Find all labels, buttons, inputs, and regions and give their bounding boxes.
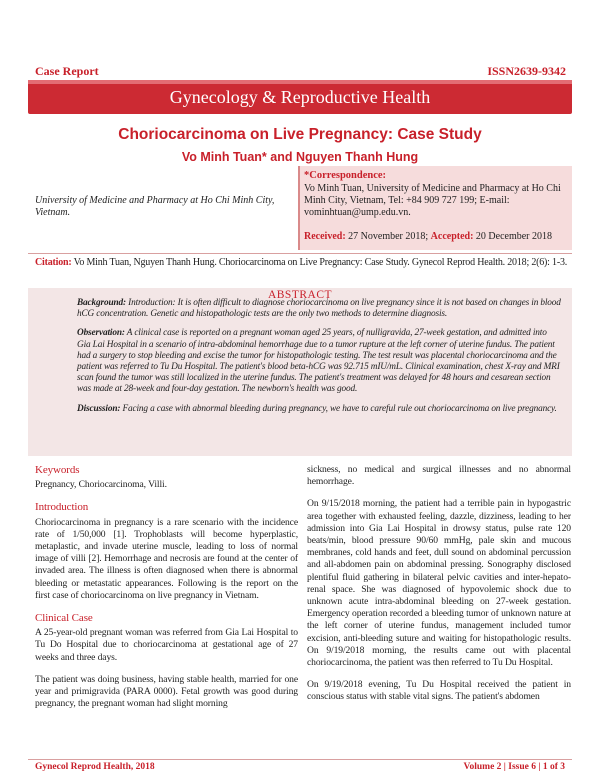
footer-divider	[28, 759, 572, 760]
issn-label: ISSN2639-9342	[487, 64, 566, 78]
footer-page-info: Volume 2 | Issue 6 | 1 of 3	[463, 762, 565, 772]
article-title: Choriocarcinoma on Live Pregnancy: Case Study	[118, 126, 482, 143]
citation	[35, 257, 572, 269]
received-date: 27 November 2018;	[345, 231, 431, 242]
accepted-date: 20 December 2018	[473, 231, 553, 242]
observation-text: A clinical case is reported on a pregnant woman aged 25 years, of nulligravida, 27-week gestation, and admitted into Gia Lai Hospital in a scenario of intra-abdominal hemorrhage due to a tumor rupture at the left corner of uterine fundus. The patient had a surgery to stop bleeding and excise the tumor for histopathologic testing. The test result was placental choriocarcinoma and the patient was referred to Tu Du Hospital. The patient's blood beta-hCG was 92.715 mIU/mL. Clinical examination, chest X-ray and MRI scan found the tumor was still localized in the uterine fundus. The patient's treatment was delayed for 48 hours and cesarean section was made at 28-week and four-day gestation. The newborn's health was good.	[77, 328, 560, 395]
discussion-label: Discussion:	[77, 403, 121, 414]
author-affiliation: University of Medicine and Pharmacy at Ho Chi Minh City, Vietnam.	[35, 195, 275, 218]
citation-text: Vo Minh Tuan, Nguyen Thanh Hung. Choriocarcinoma on Live Pregnancy: Case Study. Gynecol Reprod Health. 2018; 2(6): 1-3.	[71, 257, 568, 268]
divider	[28, 253, 572, 254]
keywords-heading: Keywords	[35, 464, 80, 476]
clinical-case-heading: Clinical Case	[35, 612, 93, 625]
abstract-title: ABSTRACT	[267, 289, 333, 301]
journal-title: Gynecology & Reproductive Health	[169, 87, 431, 107]
article-authors: Vo Minh Tuan* and Nguyen Thanh Hung	[181, 150, 419, 164]
abstract-observation	[77, 328, 561, 395]
background-text: Introduction: It is often difficult to diagnose choriocarcinoma on live pregnancy since it is not based on changes in blood hCG concentration. Genetic and histopathologic tests are the only two methods to determine diagnosis.	[77, 298, 561, 320]
abstract-discussion	[77, 404, 561, 415]
discussion-text: Facing a case with abnormal bleeding during pregnancy, we have to careful rule out choriocarcinoma on live pregnancy.	[120, 403, 557, 414]
citation-label: Citation:	[35, 257, 72, 268]
abstract-background	[77, 298, 561, 320]
abstract-body	[77, 298, 561, 423]
received-accepted-dates	[304, 231, 568, 242]
right-paragraph-2: On 9/15/2018 morning, the patient had a terrible pain in hypogastric area together with exhausted feeling, dazzle, dizziness, leading to her admission into Gia Lai Hospital in drowsy status, pulse rate 120 beats/min, blood pressure 90/60 mmHg, pale skin and mucous membranes, cold hands and feet, dull sound on abdominal percussion and all-abdomen pain on abdominal pressing. Sonography disclosed plentiful fluid gathering in bilateral pelvic cavities and inter-hepato-renal space. She was diagnosed of hypovolemic shock due to unknown acute intra-abdominal bleeding on 27-week gestation. Emergency operation recorded a bleeding tumor of unknown nature at the left corner of uterine fundus, management included tumor excision, anti-bleeding suture and waiting for histopathologic results. On 9/19/2018 morning, the results came out with placental choriocarcinoma, the patient was then referred to Tu Du Hospital.	[307, 498, 571, 669]
correspondence-text: Vo Minh Tuan, University of Medicine and Pharmacy at Ho Chi Minh City, Vietnam, Tel: +84 909 727 199; E-mail: vominhtuan@ump.edu.vn.	[304, 183, 561, 218]
right-paragraph-1: sickness, no medical and surgical illnesses and no abnormal hemorrhage.	[307, 464, 571, 488]
article-type-label: Case Report	[35, 64, 99, 78]
clinical-case-paragraph-2: The patient was doing business, having stable health, married for one year and primigravida (PARA 0000). Fetal growth was good during pregnancy, the pregnant woman had slight morning	[35, 673, 298, 710]
right-paragraph-3: On 9/19/2018 evening, Tu Du Hospital received the patient in conscious status with stable vital signs. The patient's abdomen	[307, 679, 571, 703]
accepted-label: Accepted:	[430, 231, 474, 242]
introduction-text: Choriocarcinoma in pregnancy is a rare scenario with the incidence rate of 1/50,000 [1]. Trophoblasts will become hyperplastic, metaplastic, and invade uterine muscle, leading to loss of normal image of villi [2]. Hemorrhage and necrosis are found at the center of invaded area. The illness is often diagnosed when there is abnormal bleeding or metastatic appearances. Following is the report on the first case of choriocarcinoma on live pregnancy in Vietnam.	[35, 516, 298, 601]
keywords-text: Pregnancy, Choriocarcinoma, Villi.	[35, 479, 167, 491]
right-column	[307, 464, 571, 714]
introduction-heading: Introduction	[35, 501, 89, 514]
footer-journal: Gynecol Reprod Health, 2018	[35, 762, 155, 772]
clinical-case-paragraph-1: A 25-year-old pregnant woman was referred from Gia Lai Hospital to Tu Do Hospital due to choriocarcinoma at gestational age of 27 weeks and three days.	[35, 627, 298, 663]
background-label: Background:	[77, 298, 126, 308]
observation-label: Observation:	[77, 328, 125, 339]
received-label: Received:	[304, 231, 346, 242]
correspondence-label: *Correspondence:	[304, 170, 387, 181]
correspondence-accent	[298, 166, 300, 250]
top-header	[35, 64, 566, 79]
left-column	[35, 464, 298, 720]
